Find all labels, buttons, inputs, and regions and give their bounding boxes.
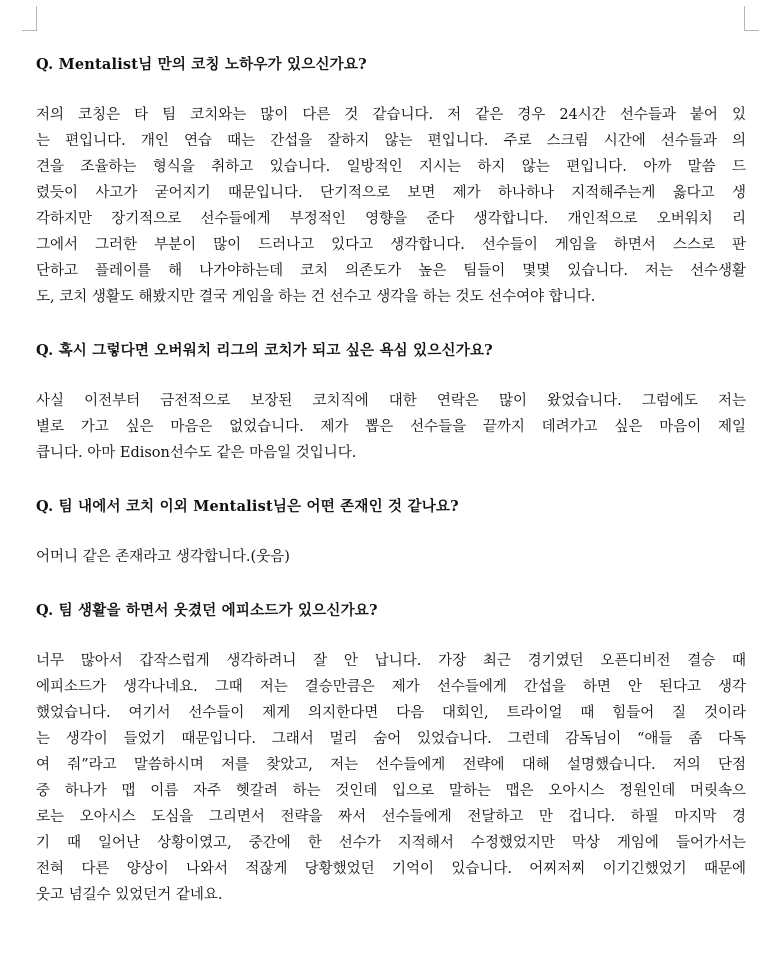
answer-line: 도, 코치 생활도 해봤지만 결국 게임을 하는 건 선수고 생각을 하는 것도 선수여야 합니다. bbox=[36, 289, 596, 305]
document-body bbox=[36, 52, 746, 908]
answer-line: 에피소드가 생각나네요. 그때 저는 결승만큼은 제가 선수들에게 간섭을 하면 안 된다고 생각 bbox=[36, 679, 746, 695]
answer-line: 견을 조율하는 형식을 취하고 있습니다. 일방적인 지시는 하지 않는 편입니다. 아까 말씀 드 bbox=[36, 159, 746, 175]
answer-line: 전혀 다른 양상이 나와서 적잖게 당황했었던 기억이 있습니다. 어찌저찌 이기긴했었기 때문에 bbox=[36, 861, 746, 877]
answer-line: 너무 많아서 갑작스럽게 생각하려니 잘 안 납니다. 가장 최근 경기였던 오픈디비전 결승 때 bbox=[36, 653, 746, 669]
answer-paragraph bbox=[36, 544, 746, 570]
answer-line: 여 줘”라고 말씀하시며 저를 찾았고, 저는 선수들에게 전략에 대해 설명했습니다. 저의 단점 bbox=[36, 757, 746, 773]
spacer bbox=[36, 520, 746, 544]
answer-line: 중 하나가 맵 이름 자주 헷갈려 하는 것인데 입으로 말하는 맵은 오아시스 정원인데 머릿속으 bbox=[36, 783, 746, 799]
answer-paragraph bbox=[36, 102, 746, 310]
answer-line: 는 생각이 들었기 때문입니다. 그래서 멀리 숨어 있었습니다. 그런데 감독님이 “애들 좀 다독 bbox=[36, 731, 746, 747]
answer-line: 어머니 같은 존재라고 생각합니다.(웃음) bbox=[36, 549, 290, 565]
answer-line: 사실 이전부터 금전적으로 보장된 코치직에 대한 연락은 많이 왔었습니다. 그럼에도 저는 bbox=[36, 393, 746, 409]
question-heading: Q. 혹시 그렇다면 오버워치 리그의 코치가 되고 싶은 욕심 있으신가요? bbox=[36, 342, 493, 359]
question-heading: Q. 팀 생활을 하면서 웃겼던 에피소드가 있으신가요? bbox=[36, 602, 378, 619]
spacer bbox=[36, 78, 746, 102]
answer-line: 그에서 그러한 부분이 많이 드러나고 있다고 생각합니다. 선수들이 게임을 하면서 스스로 판 bbox=[36, 237, 746, 253]
answer-line: 는 편입니다. 개인 연습 때는 간섭을 잘하지 않는 편입니다. 주로 스크림 시간에 선수들과 의 bbox=[36, 133, 746, 149]
answer-line: 각하지만 장기적으로 선수들에게 부정적인 영향을 준다 생각합니다. 개인적으로 오버워치 리 bbox=[36, 211, 746, 227]
answer-paragraph bbox=[36, 648, 746, 908]
answer-line: 했었습니다. 여기서 선수들이 제게 의지한다면 다음 대회인, 트라이얼 때 힘들어 질 것이라 bbox=[36, 705, 746, 721]
answer-line: 웃고 넘길수 있었던거 같네요. bbox=[36, 887, 223, 903]
page-corner-mark-top-left bbox=[22, 6, 37, 31]
answer-line: 기 때 일어난 상황이였고, 중간에 한 선수가 지적해서 수정했었지만 막상 게임에 들어가서는 bbox=[36, 835, 746, 851]
answer-line: 별로 가고 싶은 마음은 없었습니다. 제가 뽑은 선수들을 끝까지 데려가고 싶은 마음이 제일 bbox=[36, 419, 746, 435]
spacer bbox=[36, 624, 746, 648]
spacer bbox=[36, 466, 746, 494]
page-corner-mark-top-right bbox=[744, 6, 759, 31]
spacer bbox=[36, 364, 746, 388]
answer-line: 로는 오아시스 도심을 그리면서 전략을 짜서 선수들에게 전달하고 만 겁니다. 하필 마지막 경 bbox=[36, 809, 746, 825]
spacer bbox=[36, 310, 746, 338]
answer-line: 저의 코칭은 타 팀 코치와는 많이 다른 것 같습니다. 저 같은 경우 24시간 선수들과 붙어 있 bbox=[36, 107, 746, 123]
spacer bbox=[36, 570, 746, 598]
answer-line: 큽니다. 아마 Edison선수도 같은 마음일 것입니다. bbox=[36, 445, 357, 461]
question-heading: Q. Mentalist님 만의 코칭 노하우가 있으신가요? bbox=[36, 56, 367, 73]
answer-paragraph bbox=[36, 388, 746, 466]
question-heading: Q. 팀 내에서 코치 이외 Mentalist님은 어떤 존재인 것 같나요? bbox=[36, 498, 459, 515]
answer-line: 단하고 플레이를 해 나가야하는데 코치 의존도가 높은 팀들이 몇몇 있습니다. 저는 선수생활 bbox=[36, 263, 746, 279]
answer-line: 렸듯이 사고가 굳어지기 때문입니다. 단기적으로 보면 제가 하나하나 지적해주는게 옳다고 생 bbox=[36, 185, 746, 201]
